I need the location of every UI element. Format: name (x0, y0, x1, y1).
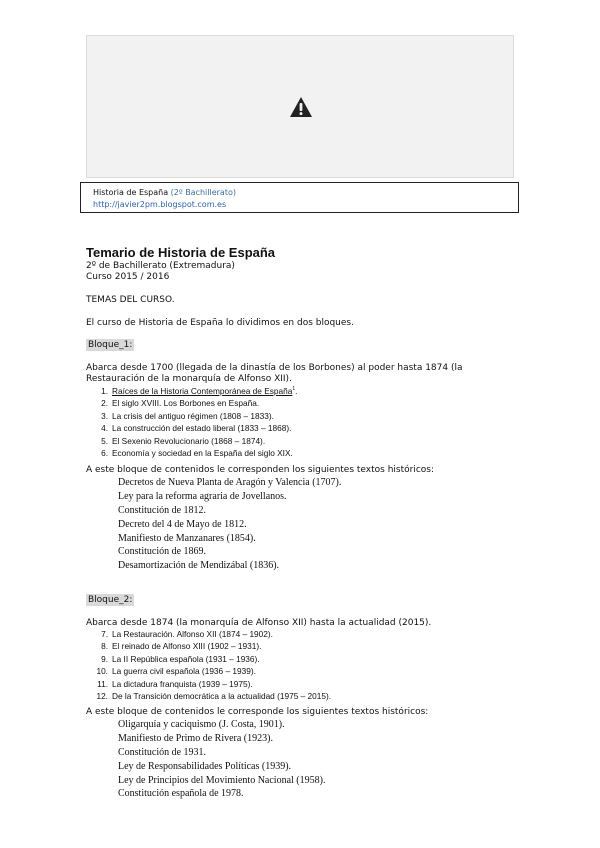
historical-text: Constitución de 1869. (118, 546, 207, 558)
topic-text: El siglo XVIII. Los Borbones en España. (112, 398, 260, 409)
historical-text-item (104, 560, 341, 574)
historical-text-item (104, 533, 341, 547)
block2-texts-intro: A este bloque de contenidos le corresponde los siguientes textos históricos: (86, 707, 429, 717)
block1-label (86, 340, 134, 350)
topic-number: 6. (101, 447, 108, 458)
historical-text: Constitución de 1812. (118, 504, 207, 516)
topic-period: . (295, 386, 298, 396)
block1-label-text: Bloque_1: (88, 340, 133, 350)
image-placeholder (86, 35, 514, 178)
historical-text-item (104, 775, 325, 789)
block2-texts-list (104, 719, 325, 802)
topic-text: La guerra civil española (1936 – 1939). (112, 666, 256, 677)
block2-label-text: Bloque_2: (88, 595, 133, 605)
topic-number: 11. (97, 678, 108, 689)
topic-number: 7. (101, 629, 108, 639)
historical-text-item (104, 747, 325, 761)
historical-text-item (104, 719, 325, 733)
historical-text-item (104, 505, 341, 519)
historical-text: Manifiesto de Manzanares (1854). (118, 532, 256, 544)
topic-number: 5. (101, 435, 108, 446)
historical-text: Decretos de Nueva Planta de Aragón y Valencia (1707). (118, 477, 342, 488)
block2-label (86, 595, 134, 605)
blog-title-text: Historia de España (93, 188, 169, 197)
topic-text: El reinado de Alfonso XIII (1902 – 1931). (112, 641, 262, 652)
topic-text: De la Transición democrática a la actualidad (1975 – 2015). (112, 690, 332, 701)
topic-text: La construcción del estado liberal (1833 – 1868). (112, 423, 292, 434)
historical-text: Decreto del 4 de Mayo de 1812. (118, 518, 247, 530)
historical-text-item (104, 788, 325, 802)
topic-text: La II República española (1931 – 1936). (112, 653, 260, 664)
historical-text: Desamortización de Mendizábal (1836). (118, 560, 280, 572)
warning-icon (289, 96, 313, 118)
topic-text: Economía y sociedad en la España del siglo XIX. (112, 447, 293, 458)
block1-description-line2: Restauración de la monarquía de Alfonso XII). (86, 374, 292, 384)
blog-header-box (80, 182, 519, 213)
intro-paragraph: El curso de Historia de España lo dividimos en dos bloques. (86, 318, 354, 328)
block1-description-line1: Abarca desde 1700 (llegada de la dinastía de los Borbones) al poder hasta 1874 (la (86, 363, 463, 373)
historical-text: Ley de Principios del Movimiento Nacional (1958). (118, 774, 326, 786)
topic-text: El Sexenio Revolucionario (1868 – 1874). (112, 435, 266, 446)
topic-number: 1. (101, 386, 108, 396)
historical-text: Constitución española de 1978. (118, 788, 244, 800)
topic-text: La Restauración. Alfonso XII (1874 – 1902). (112, 629, 273, 639)
topic-link[interactable]: Raíces de la Historia Contemporánea de España (112, 386, 293, 396)
historical-text-item (104, 519, 341, 533)
historical-text-item (104, 761, 325, 775)
document-title: Temario de Historia de España (86, 245, 276, 260)
footnote-ref: 1 (292, 386, 296, 393)
document-course: Curso 2015 / 2016 (86, 272, 170, 282)
historical-text-item (104, 477, 341, 491)
topic-number: 3. (101, 410, 108, 421)
historical-text-item (104, 546, 341, 560)
historical-text: Ley de Responsabilidades Políticas (1939). (118, 760, 292, 772)
topic-number: 2. (101, 398, 108, 409)
block1-texts-intro: A este bloque de contenidos le corresponden los siguientes textos históricos: (86, 465, 435, 475)
document-level: 2º de Bachillerato (Extremadura) (86, 261, 235, 271)
topic-number: 10. (96, 666, 108, 677)
section-heading: TEMAS DEL CURSO. (86, 295, 175, 305)
historical-text-item (104, 491, 341, 505)
topic-text: La dictadura franquista (1939 – 1975). (112, 678, 253, 689)
topic-number: 12. (96, 690, 108, 701)
block1-texts-list (104, 477, 341, 574)
historical-text-item (104, 733, 325, 747)
block2-description: Abarca desde 1874 (la monarquía de Alfonso XII) hasta la actualidad (2015). (86, 618, 432, 628)
topic-number: 4. (101, 423, 108, 434)
blog-subtitle: (2º Bachillerato) (170, 188, 236, 197)
historical-text: Oligarquía y caciquismo (J. Costa, 1901). (118, 719, 285, 730)
historical-text: Constitución de 1931. (118, 746, 207, 758)
historical-text: Ley para la reforma agraria de Jovellanos. (118, 490, 287, 502)
topic-number: 9. (101, 653, 108, 664)
topic-text: La crisis del antiguo régimen (1808 – 1833). (112, 410, 274, 421)
blog-title (93, 188, 236, 197)
historical-text: Manifiesto de Primo de Rivera (1923). (118, 732, 273, 744)
topic-number: 8. (101, 641, 108, 652)
blog-url-link[interactable]: http://javier2pm.blogspot.com.es (93, 200, 227, 209)
